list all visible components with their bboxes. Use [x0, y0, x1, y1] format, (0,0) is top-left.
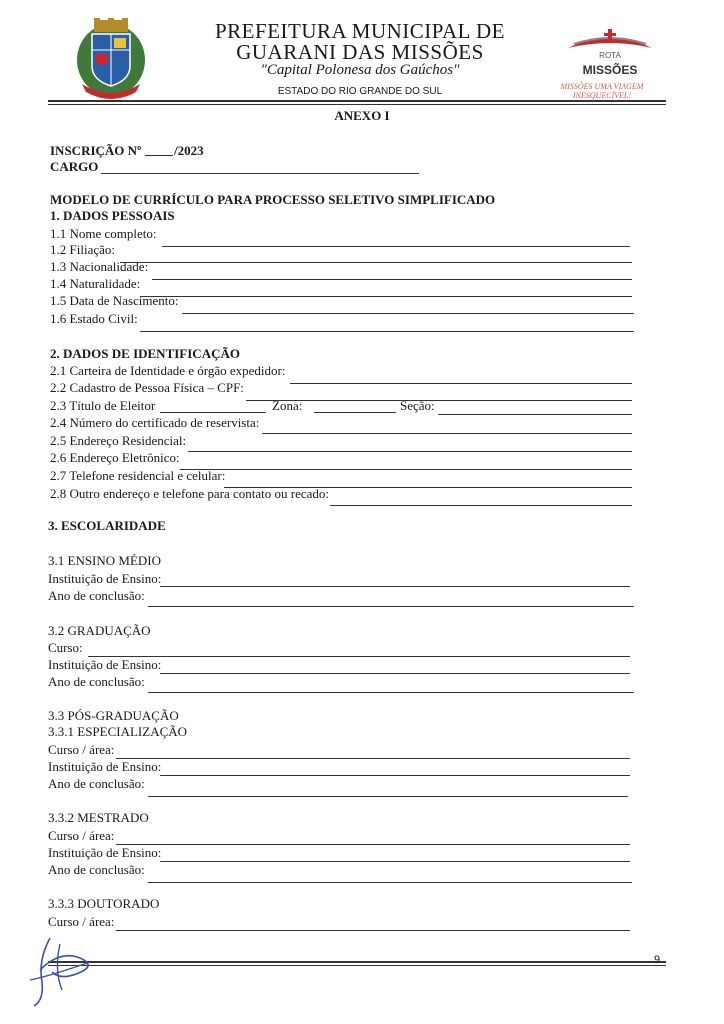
grad-year-line[interactable]	[148, 692, 634, 693]
email-line[interactable]	[180, 469, 632, 470]
footer-rule-thin	[48, 965, 666, 966]
rota-missoes-emblem	[560, 26, 660, 62]
secao-label: Seção:	[400, 398, 435, 413]
cargo-line[interactable]	[101, 173, 419, 174]
doctorate-course-label: Curso / área:	[48, 914, 115, 929]
municipality-title-line2: GUARANI DAS MISSÕES	[236, 40, 484, 64]
cargo-label: CARGO	[50, 159, 99, 174]
hs-year-label: Ano de conclusão:	[48, 588, 145, 603]
rota-logo-main: MISSÕES	[582, 63, 638, 77]
birth-date-line[interactable]	[182, 313, 634, 314]
hs-institution-label: Instituição de Ensino:	[48, 571, 162, 586]
rota-slogan-line2: INESQUECÍVEL!	[572, 91, 632, 100]
graduation-heading: 3.2 GRADUAÇÃO	[48, 623, 151, 638]
rota-missoes-logo	[560, 26, 660, 77]
birthplace-label: 1.4 Naturalidade:	[50, 276, 141, 291]
filiation-label: 1.2 Filiação:	[50, 242, 115, 257]
handwritten-signature	[20, 930, 100, 1010]
spec-year-line[interactable]	[148, 796, 628, 797]
birth-date-label: 1.5 Data de Nascimento:	[50, 293, 179, 308]
zona-label: Zona:	[272, 398, 303, 413]
specialization-heading: 3.3.1 ESPECIALIZAÇÃO	[48, 724, 188, 739]
cpf-label: 2.2 Cadastro de Pessoa Física – CPF:	[50, 380, 244, 395]
reservist-line[interactable]	[262, 433, 632, 434]
address-label: 2.5 Endereço Residencial:	[50, 433, 187, 448]
zona-line[interactable]	[314, 412, 396, 413]
masters-institution-line[interactable]	[160, 861, 630, 862]
doctorate-course-line[interactable]	[116, 930, 630, 931]
personal-data-heading: 1. DADOS PESSOAIS	[50, 208, 175, 223]
registration-number-line[interactable]	[145, 155, 173, 156]
spec-year-label: Ano de conclusão:	[48, 776, 145, 791]
registration-year: /2023	[174, 143, 204, 158]
high-school-heading: 3.1 ENSINO MÉDIO	[48, 553, 162, 568]
state-name: ESTADO DO RIO GRANDE DO SUL	[277, 86, 443, 97]
phone-label: 2.7 Telefone residencial e celular:	[50, 468, 226, 483]
hs-institution-line[interactable]	[160, 586, 630, 587]
masters-institution-label: Instituição de Ensino:	[48, 845, 162, 860]
header-rule-thin	[48, 104, 666, 105]
page-number: 9	[654, 954, 661, 966]
nationality-label: 1.3 Nacionalidade:	[50, 259, 149, 274]
footer-rule	[48, 961, 666, 963]
municipal-coat-of-arms	[72, 14, 150, 100]
grad-institution-line[interactable]	[160, 673, 630, 674]
rota-slogan	[542, 82, 662, 100]
secao-line[interactable]	[438, 414, 632, 415]
education-heading: 3. ESCOLARIDADE	[48, 518, 166, 533]
reservist-label: 2.4 Número do certificado de reservista:	[50, 415, 260, 430]
id-card-line[interactable]	[290, 383, 632, 384]
annex-title: ANEXO I	[334, 108, 390, 123]
other-contact-line[interactable]	[330, 505, 632, 506]
spec-institution-label: Instituição de Ensino:	[48, 759, 162, 774]
spec-course-label: Curso / área:	[48, 742, 115, 757]
registration-label: INSCRIÇÃO Nº	[50, 143, 142, 158]
other-contact-label: 2.8 Outro endereço e telefone para contato ou recado:	[50, 486, 330, 501]
masters-course-label: Curso / área:	[48, 828, 115, 843]
cpf-line[interactable]	[246, 400, 632, 401]
doctorate-heading: 3.3.3 DOUTORADO	[48, 896, 160, 911]
masters-course-line[interactable]	[116, 844, 630, 845]
grad-institution-label: Instituição de Ensino:	[48, 657, 162, 672]
masters-year-line[interactable]	[148, 882, 632, 883]
postgrad-heading: 3.3 PÓS-GRADUAÇÃO	[48, 708, 179, 723]
filiation-line[interactable]	[120, 262, 632, 263]
full-name-line[interactable]	[162, 246, 630, 247]
marital-status-line[interactable]	[140, 331, 634, 332]
voter-title-line[interactable]	[160, 412, 266, 413]
full-name-label: 1.1 Nome completo:	[50, 226, 157, 241]
municipality-motto: "Capital Polonesa dos Gaúchos"	[260, 62, 460, 78]
spec-course-line[interactable]	[116, 758, 630, 759]
header-rule	[48, 100, 666, 102]
address-line[interactable]	[188, 451, 632, 452]
masters-year-label: Ano de conclusão:	[48, 862, 145, 877]
id-card-label: 2.1 Carteira de Identidade e órgão expedidor:	[50, 363, 286, 378]
grad-year-label: Ano de conclusão:	[48, 674, 145, 689]
marital-status-label: 1.6 Estado Civil:	[50, 311, 138, 326]
hs-year-line[interactable]	[148, 606, 634, 607]
rota-slogan-line1: MISSÕES UMA VIAGEM	[560, 82, 644, 91]
identification-heading: 2. DADOS DE IDENTIFICAÇÃO	[50, 346, 240, 361]
model-title: MODELO DE CURRÍCULO PARA PROCESSO SELETIVO SIMPLIFICADO	[50, 192, 496, 207]
masters-heading: 3.3.2 MESTRADO	[48, 810, 149, 825]
grad-course-label: Curso:	[48, 640, 83, 655]
rota-logo-top: ROTA	[599, 51, 621, 60]
voter-title-label: 2.3 Título de Eleitor	[50, 398, 156, 413]
municipality-title-line1: PREFEITURA MUNICIPAL DE	[215, 19, 505, 43]
grad-course-line[interactable]	[88, 656, 630, 657]
nationality-line[interactable]	[152, 279, 632, 280]
birthplace-line[interactable]	[140, 296, 632, 297]
email-label: 2.6 Endereço Eletrônico:	[50, 450, 180, 465]
spec-institution-line[interactable]	[160, 775, 630, 776]
